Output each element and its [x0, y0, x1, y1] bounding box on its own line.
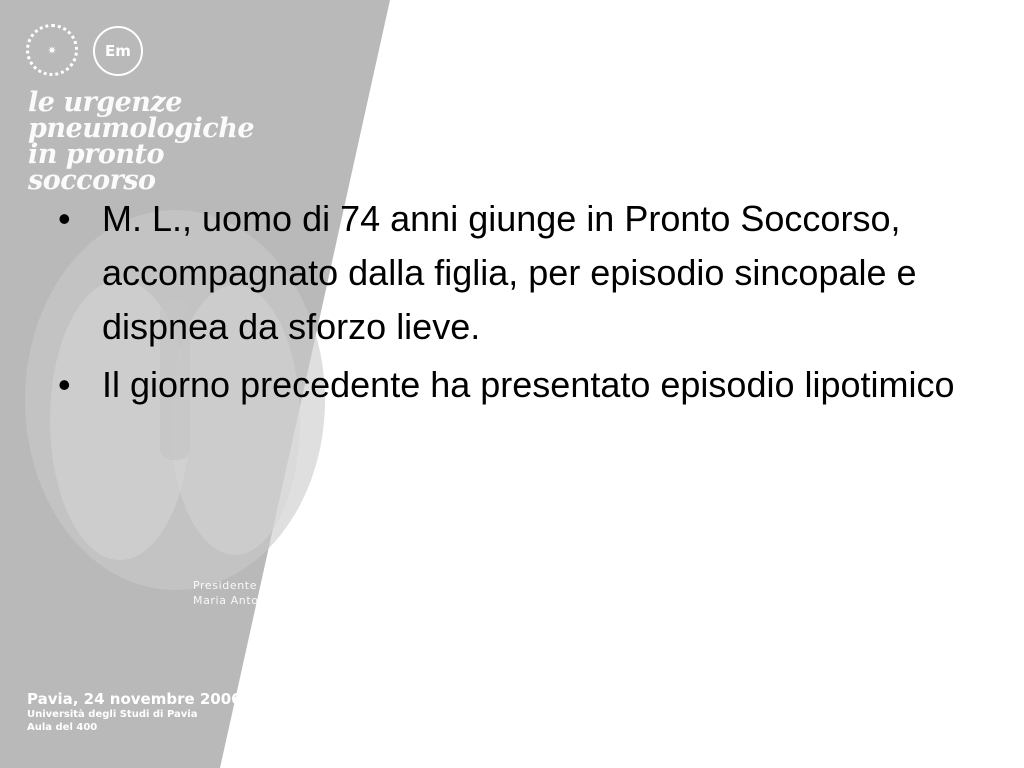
president-label: Presidente del Congresso:: [193, 579, 352, 592]
bullet-list: [58, 192, 958, 416]
bullet-item: [58, 192, 958, 354]
conference-title-line: soccorso: [28, 165, 156, 196]
bullet-marker: •: [58, 198, 71, 239]
conference-title-line: le urgenze: [28, 87, 182, 118]
conference-title-line: pneumologiche: [28, 113, 255, 144]
bullet-text: M. L., uomo di 74 anni giunge in Pronto Soccorso, accompagnato dalla figlia, per episodio sincopale e dispnea da sforzo lieve.: [102, 198, 917, 347]
president-credit: [193, 578, 351, 608]
bullet-item: [58, 358, 958, 412]
conference-title-line: in pronto: [28, 139, 165, 170]
venue-university: Università degli Studi di Pavia: [27, 709, 198, 720]
president-name: Maria Antonietta Bressan: [193, 594, 347, 607]
venue-hall: Aula del 400: [27, 722, 98, 733]
conference-title: [28, 87, 255, 196]
venue-info: [27, 690, 242, 734]
venue-date: Pavia, 24 novembre 2006: [27, 690, 242, 708]
emergency-medicine-logo: Em: [93, 26, 143, 76]
bullet-marker: •: [58, 364, 71, 405]
bullet-text: Il giorno precedente ha presentato episodio lipotimico: [102, 364, 955, 405]
university-seal-logo: ✷: [26, 24, 78, 76]
